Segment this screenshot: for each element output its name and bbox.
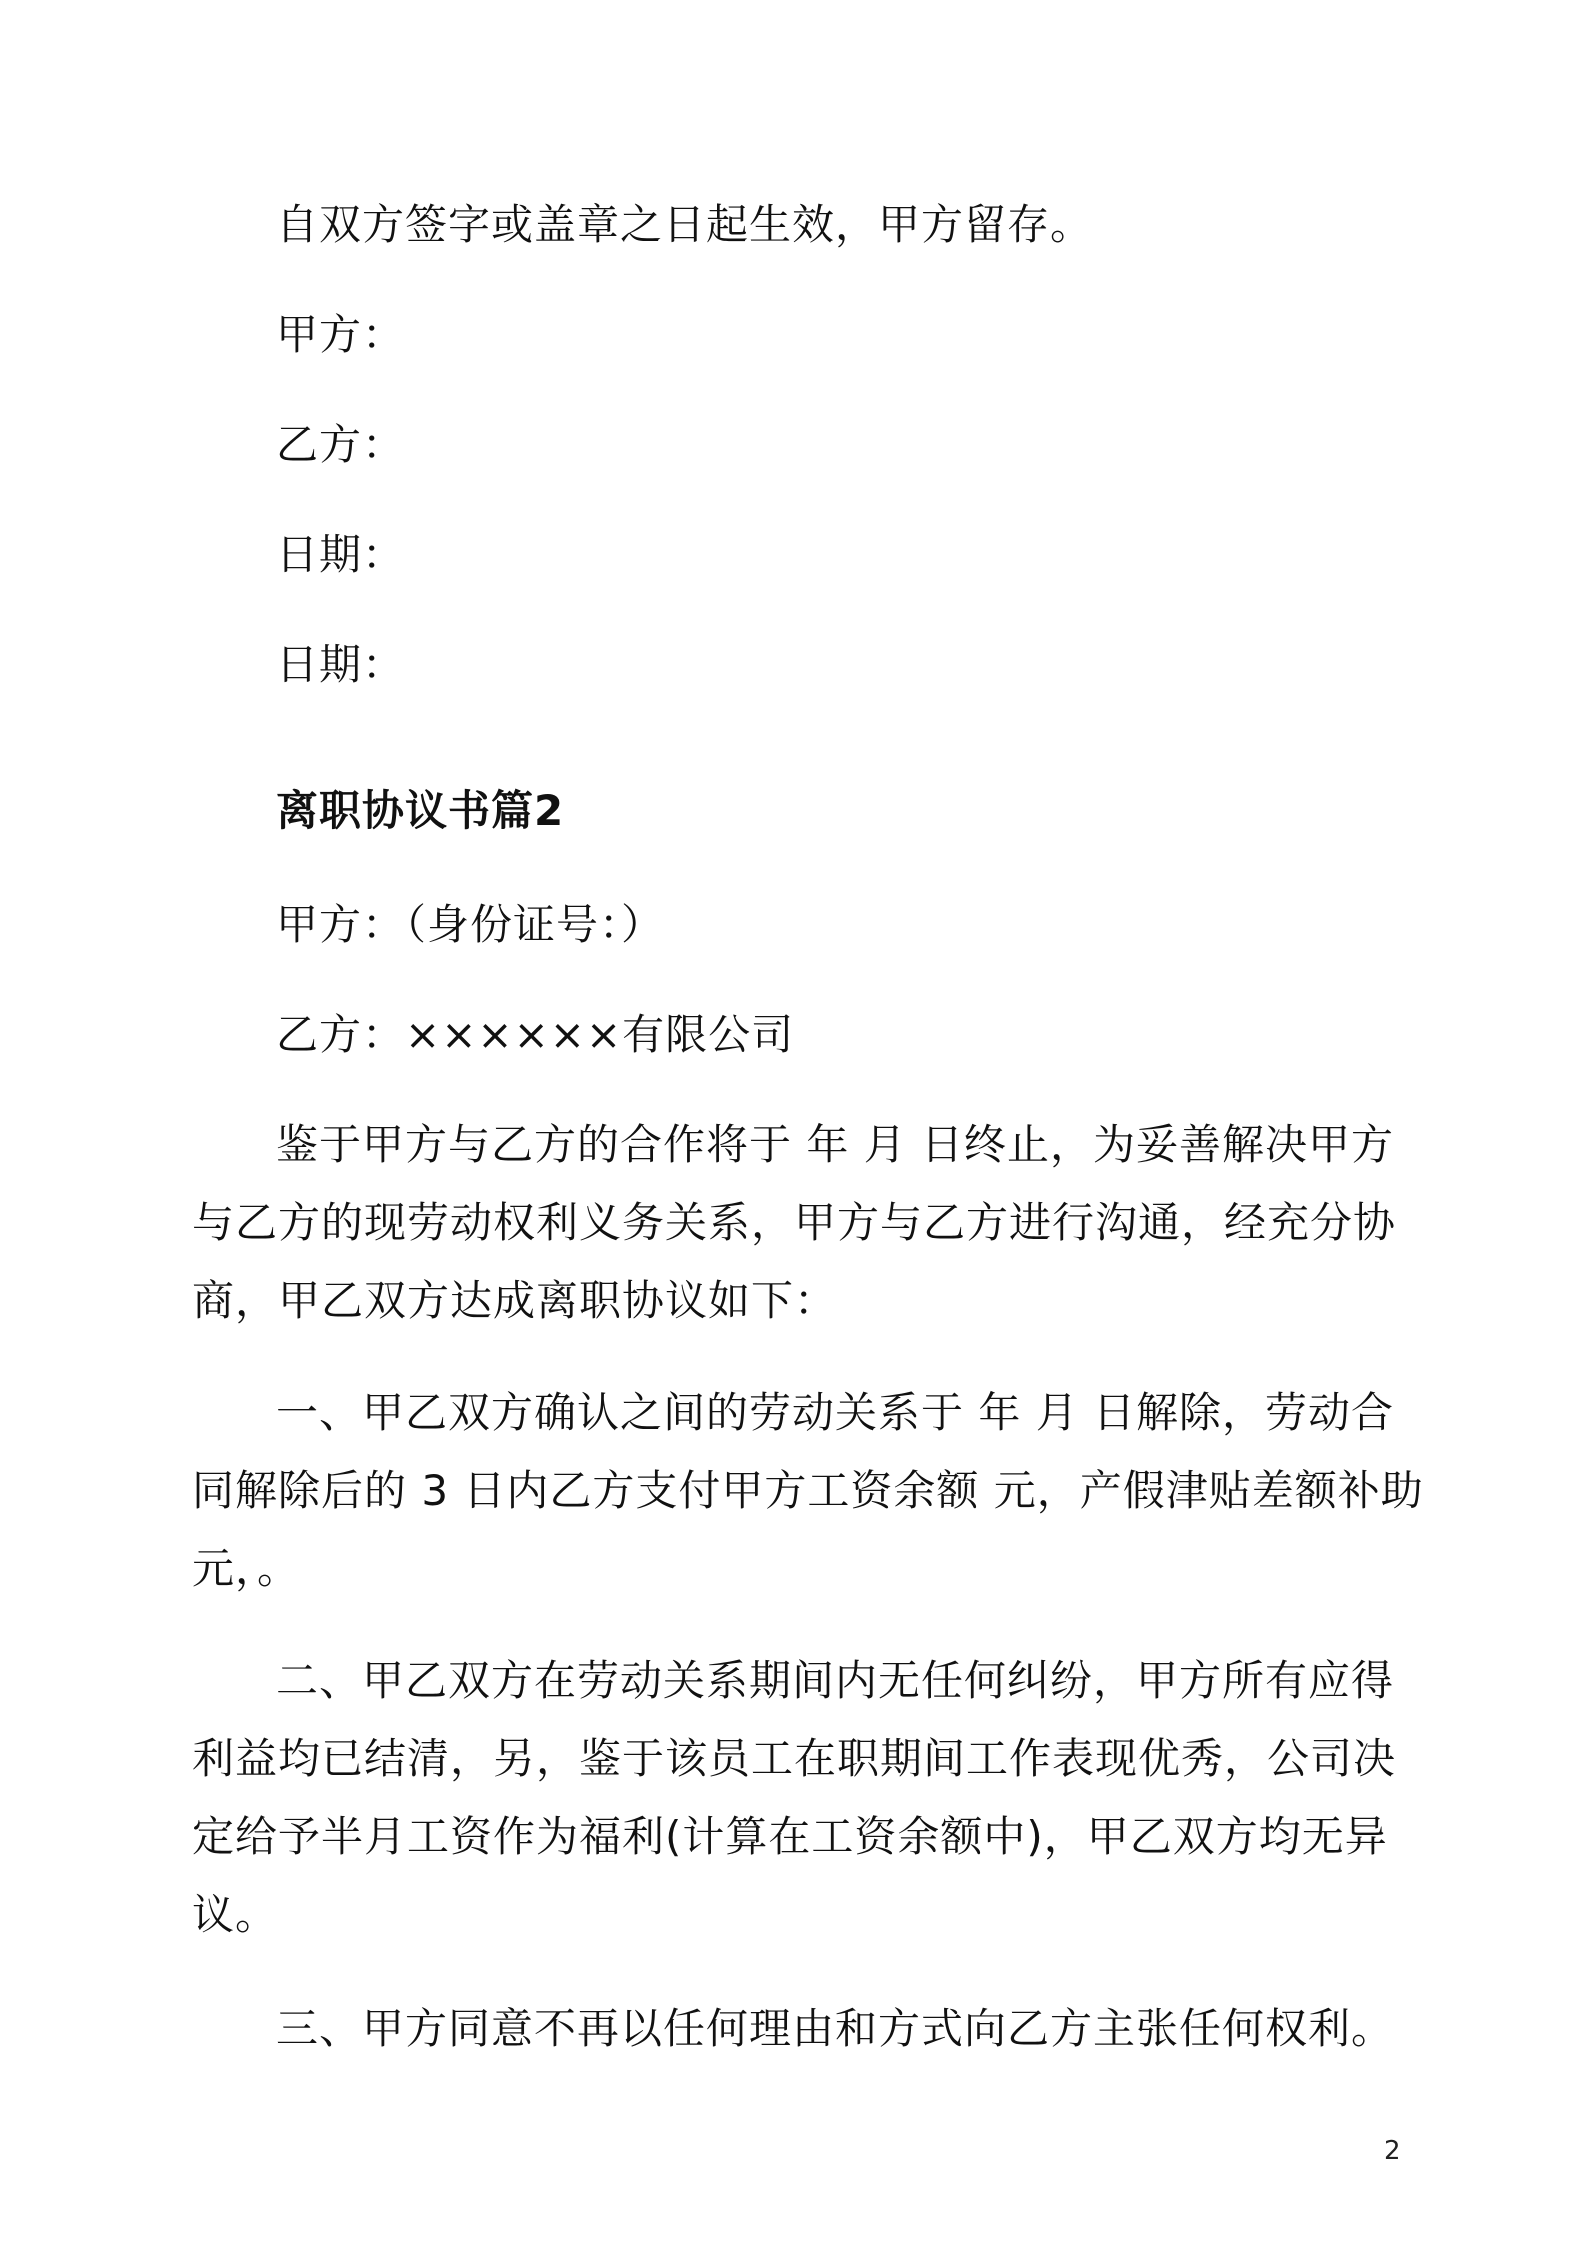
clause-two-line: 议。 [192, 1890, 279, 1939]
clause-one-line: 一、甲乙双方确认之间的劳动关系于 年 月 日解除，劳动合 [276, 1388, 1395, 1437]
date-label: 日期： [276, 640, 406, 689]
party-b-label: 乙方： [276, 420, 406, 469]
preamble-line: 鉴于甲方与乙方的合作将于 年 月 日终止，为妥善解决甲方 [276, 1120, 1395, 1169]
preamble-line: 与乙方的现劳动权利义务关系，甲方与乙方进行沟通，经充分协 [192, 1198, 1397, 1247]
preamble-line: 商，甲乙双方达成离职协议如下： [192, 1276, 838, 1325]
page-number: 2 [1384, 2136, 1401, 2166]
clause-two-line: 二、甲乙双方在劳动关系期间内无任何纠纷，甲方所有应得 [276, 1656, 1395, 1705]
party-b-company-line: 乙方：××××××有限公司 [276, 1010, 795, 1059]
clause-two-line: 利益均已结清，另，鉴于该员工在职期间工作表现优秀，公司决 [192, 1734, 1397, 1783]
party-a-label: 甲方： [276, 310, 406, 359]
clause-three-line: 三、甲方同意不再以任何理由和方式向乙方主张任何权利。 [276, 2004, 1395, 2053]
effect-clause-text: 自双方签字或盖章之日起生效，甲方留存。 [276, 200, 1094, 249]
date-label: 日期： [276, 530, 406, 579]
section-heading: 离职协议书篇2 [276, 786, 565, 835]
clause-two-line: 定给予半月工资作为福利(计算在工资余额中)，甲乙双方均无异 [192, 1812, 1388, 1861]
party-a-id-line: 甲方：（身份证号：） [276, 900, 665, 949]
clause-one-line: 元，。 [192, 1544, 301, 1593]
clause-one-line: 同解除后的 3 日内乙方支付甲方工资余额 元，产假津贴差额补助 [192, 1466, 1424, 1515]
